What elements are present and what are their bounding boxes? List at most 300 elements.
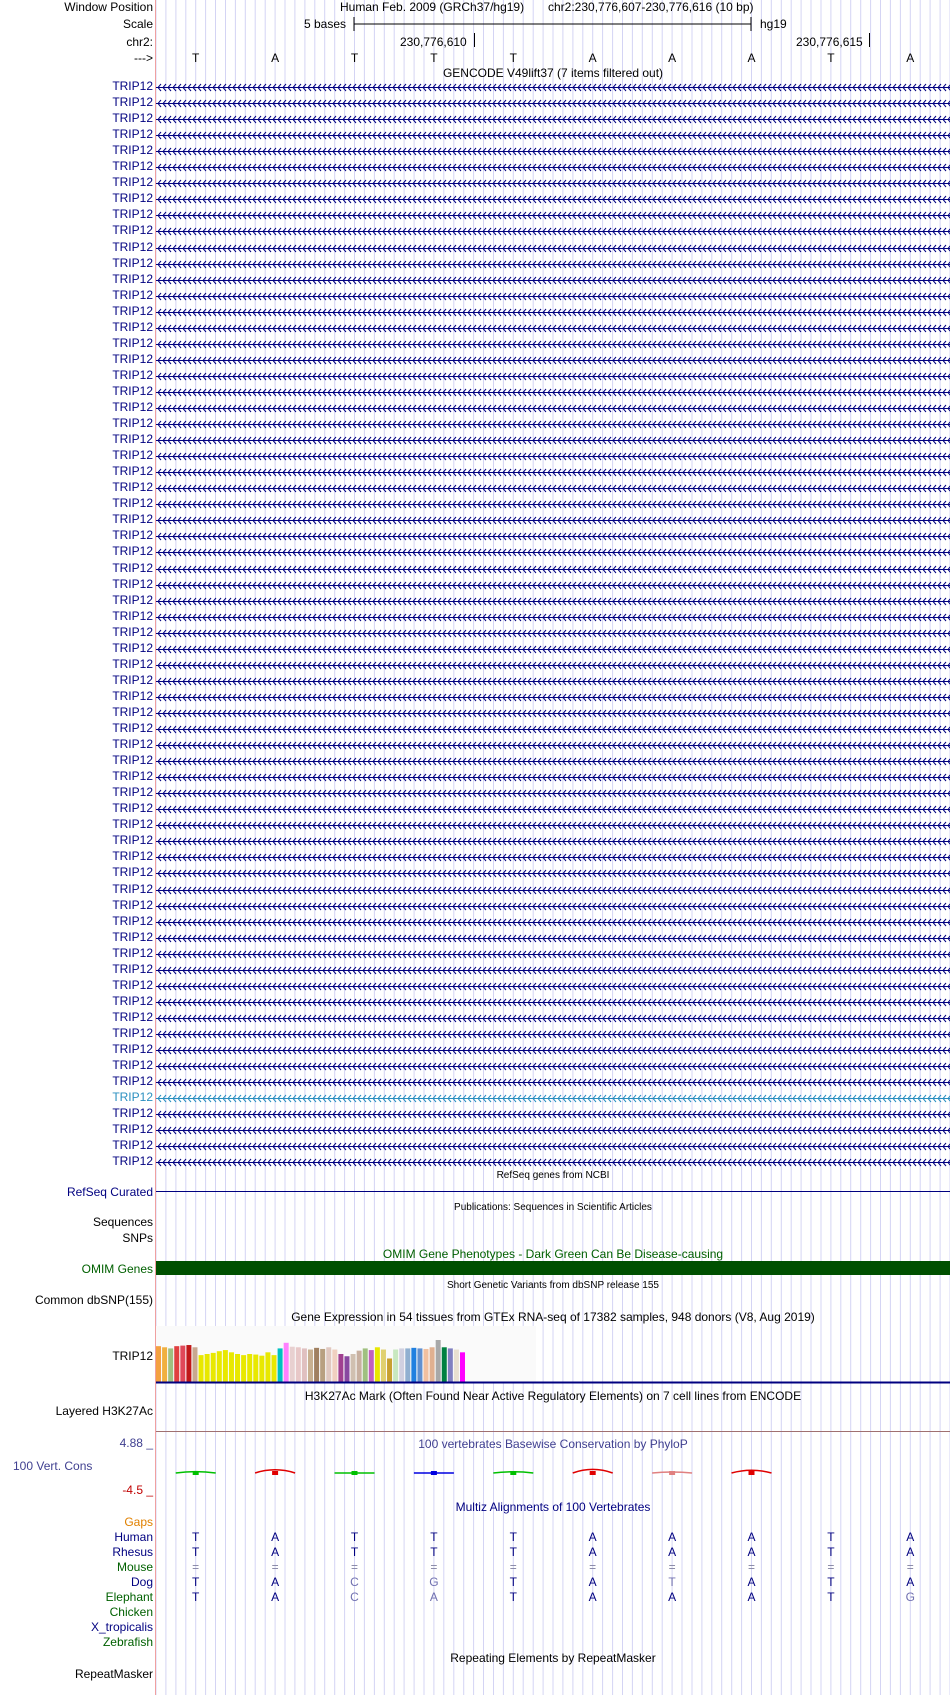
gtex-tissue-bar — [442, 1347, 447, 1382]
scale-label: Scale — [122, 17, 153, 31]
gencode-transcript-label[interactable]: TRIP12 — [112, 624, 153, 639]
gencode-transcript-line[interactable] — [156, 645, 950, 654]
phylop-track-title: 100 vertebrates Basewise Conservation by PhyloP — [418, 1437, 688, 1451]
gencode-transcript-label[interactable]: TRIP12 — [112, 223, 153, 238]
phylop-label[interactable]: 100 Vert. Cons — [13, 1459, 93, 1473]
gtex-tissue-bar — [186, 1345, 191, 1382]
multiz-track-title: Multiz Alignments of 100 Vertebrates — [455, 1500, 651, 1514]
gtex-tissue-bar — [369, 1350, 374, 1382]
gencode-transcript-line[interactable] — [156, 869, 950, 878]
gtex-tissue-bar — [284, 1343, 289, 1382]
gencode-transcript-line[interactable] — [156, 83, 950, 92]
gencode-transcript-label[interactable]: TRIP12 — [112, 576, 153, 591]
gtex-tissue-bar — [199, 1355, 204, 1382]
multiz-base: = — [589, 1560, 597, 1574]
gencode-transcript-line[interactable] — [156, 1158, 950, 1167]
sequences-label[interactable]: Sequences — [92, 1215, 153, 1229]
gencode-transcript-label[interactable]: TRIP12 — [112, 448, 153, 463]
gencode-transcript-line[interactable] — [156, 195, 950, 204]
gencode-transcript-line[interactable] — [156, 741, 950, 750]
chrom-label: chr2: — [126, 35, 153, 49]
gtex-tissue-bar — [265, 1352, 270, 1382]
gencode-transcript-line[interactable] — [156, 308, 950, 317]
sequence-base: T — [827, 51, 835, 65]
multiz-base: A — [429, 1590, 438, 1604]
gencode-transcript-label[interactable]: TRIP12 — [112, 1090, 153, 1105]
multiz-base: A — [906, 1530, 915, 1544]
gencode-transcript-label[interactable]: TRIP12 — [112, 383, 153, 398]
multiz-base: = — [271, 1560, 279, 1574]
multiz-species-label[interactable]: X_tropicalis — [90, 1620, 153, 1634]
gencode-transcript-label[interactable]: TRIP12 — [112, 1058, 153, 1073]
multiz-base: T — [827, 1545, 835, 1559]
gencode-transcript-label[interactable]: TRIP12 — [112, 400, 153, 414]
gencode-transcript-line[interactable] — [156, 179, 950, 188]
gencode-transcript-line[interactable] — [156, 227, 950, 236]
gencode-transcript-line[interactable] — [156, 356, 950, 365]
coord-tick-2 — [869, 33, 870, 47]
multiz-base: T — [430, 1530, 438, 1544]
multiz-base: A — [271, 1575, 280, 1589]
gencode-transcript-line[interactable] — [156, 757, 950, 766]
gtex-tissue-bar — [259, 1356, 264, 1382]
multiz-base: = — [747, 1560, 755, 1574]
gencode-transcript-label[interactable]: TRIP12 — [112, 833, 153, 848]
multiz-base: T — [350, 1530, 359, 1544]
phylop-chart[interactable] — [156, 1458, 950, 1488]
gtex-tissue-bar — [332, 1350, 337, 1382]
window-position-label: Window Position — [64, 0, 153, 14]
multiz-base: A — [588, 1590, 597, 1604]
gencode-transcript-line[interactable] — [156, 292, 950, 301]
gencode-transcript-label[interactable]: TRIP12 — [112, 961, 153, 976]
gencode-transcript-line[interactable] — [156, 404, 950, 413]
gencode-transcript-label[interactable]: TRIP12 — [112, 79, 153, 93]
gencode-transcript-line[interactable] — [156, 484, 950, 493]
gtex-tissue-bar — [424, 1349, 429, 1382]
gencode-transcript-line[interactable] — [156, 244, 950, 253]
multiz-base: = — [350, 1560, 358, 1574]
gtex-tissue-bar — [247, 1354, 252, 1382]
scale-bar — [352, 16, 752, 32]
gtex-tissue-bar — [296, 1347, 301, 1382]
multiz-base: T — [827, 1590, 835, 1604]
multiz-base: T — [430, 1545, 438, 1559]
gencode-transcript-line[interactable] — [156, 436, 950, 445]
gencode-transcript-label[interactable]: TRIP12 — [112, 143, 153, 158]
gencode-transcript-line[interactable] — [156, 934, 950, 943]
gencode-transcript-label[interactable]: TRIP12 — [112, 432, 153, 447]
sequence-base: A — [271, 51, 280, 65]
gencode-transcript-label[interactable]: TRIP12 — [112, 271, 153, 286]
gtex-tissue-bar — [278, 1348, 283, 1382]
gencode-transcript-label[interactable]: TRIP12 — [112, 287, 153, 302]
gencode-transcript-line[interactable] — [156, 147, 950, 156]
gtex-tissue-bar — [411, 1348, 416, 1382]
sequence-base: A — [906, 51, 915, 65]
multiz-base: A — [588, 1545, 597, 1559]
gencode-transcript-label[interactable]: TRIP12 — [112, 159, 153, 174]
gencode-transcript-line[interactable] — [156, 1126, 950, 1135]
gencode-transcript-label[interactable]: TRIP12 — [112, 640, 153, 655]
gencode-transcript-label[interactable]: TRIP12 — [112, 865, 153, 880]
sequence-base: A — [747, 51, 756, 65]
gencode-transcript-label[interactable]: TRIP12 — [112, 1025, 153, 1040]
gtex-tissue-bar — [393, 1350, 398, 1382]
gencode-transcript-line[interactable] — [156, 677, 950, 686]
gtex-tissue-bar — [314, 1348, 319, 1382]
gencode-transcript-line[interactable] — [156, 211, 950, 220]
gencode-transcript-label[interactable]: TRIP12 — [112, 929, 153, 944]
gencode-transcript-label[interactable]: TRIP12 — [112, 512, 153, 527]
h3k27ac-track-title: H3K27Ac Mark (Often Found Near Active Regulatory Elements) on 7 cell lines from ENCODE — [304, 1389, 802, 1403]
repeatmasker-label[interactable]: RepeatMasker — [74, 1667, 153, 1681]
multiz-base: T — [192, 1590, 200, 1604]
gencode-transcript-label[interactable]: TRIP12 — [112, 785, 153, 800]
gencode-transcript-line[interactable] — [156, 725, 950, 734]
phylop-point — [431, 1471, 437, 1475]
gencode-transcript-label[interactable]: TRIP12 — [112, 656, 153, 671]
gencode-transcript-line[interactable] — [156, 998, 950, 1007]
gtex-expression-chart[interactable] — [156, 1326, 950, 1386]
multiz-base: = — [192, 1560, 200, 1574]
multiz-base: = — [906, 1560, 914, 1574]
gencode-transcript-label[interactable]: TRIP12 — [112, 1122, 153, 1137]
multiz-species-label[interactable]: Zebrafish — [102, 1635, 153, 1649]
gencode-transcript-label[interactable]: TRIP12 — [112, 881, 153, 896]
phylop-point — [590, 1471, 596, 1475]
gencode-transcript-line[interactable] — [156, 388, 950, 397]
gtex-tissue-bar — [357, 1351, 362, 1382]
multiz-base: T — [192, 1530, 200, 1544]
sequence-base: T — [350, 51, 359, 65]
gtex-tissue-bar — [272, 1355, 277, 1382]
multiz-base: A — [747, 1545, 756, 1559]
multiz-base: T — [192, 1545, 200, 1559]
gencode-transcript-label[interactable]: TRIP12 — [112, 817, 153, 832]
assembly-text: Human Feb. 2009 (GRCh37/hg19) — [340, 0, 525, 14]
multiz-base: = — [827, 1560, 835, 1574]
coord-label-2: 230,776,615 — [796, 35, 863, 49]
gtex-tissue-bar — [162, 1347, 167, 1382]
multiz-base: A — [747, 1590, 756, 1604]
multiz-species-label[interactable]: Human — [114, 1530, 153, 1544]
gtex-tissue-bar — [448, 1348, 453, 1382]
gencode-transcript-line[interactable] — [156, 918, 950, 927]
gencode-transcript-line[interactable] — [156, 276, 950, 285]
gencode-transcript-label[interactable]: TRIP12 — [112, 769, 153, 784]
multiz-species-label[interactable]: Elephant — [105, 1590, 153, 1604]
gencode-transcript-line[interactable] — [156, 789, 950, 798]
gtex-tissue-bar — [405, 1348, 410, 1382]
gtex-tissue-bar — [229, 1352, 234, 1382]
gtex-tissue-bar — [156, 1346, 161, 1382]
gencode-track-title: GENCODE V49lift37 (7 items filtered out) — [442, 66, 664, 80]
gtex-tissue-bar — [302, 1348, 307, 1382]
sequence-base: A — [668, 51, 677, 65]
multiz-species-label[interactable]: Chicken — [109, 1605, 153, 1619]
gencode-transcript-line[interactable] — [156, 1094, 950, 1103]
gtex-track-title: Gene Expression in 54 tissues from GTEx RNA-seq of 17382 samples, 948 donors (V8, Aug 2019) — [291, 1310, 815, 1324]
multiz-base: T — [509, 1590, 517, 1604]
gtex-tissue-bar — [217, 1351, 222, 1382]
gencode-transcript-line[interactable] — [156, 613, 950, 622]
multiz-species-label[interactable]: Rhesus — [112, 1545, 153, 1559]
gencode-transcript-line[interactable] — [156, 372, 950, 381]
multiz-species-label[interactable]: Dog — [130, 1575, 153, 1589]
multiz-base: T — [827, 1530, 835, 1544]
multiz-base: = — [430, 1560, 438, 1574]
gtex-tissue-bar — [308, 1350, 313, 1382]
gencode-transcript-line[interactable] — [156, 581, 950, 590]
gencode-transcript-label[interactable]: TRIP12 — [112, 849, 153, 864]
gtex-tissue-bar — [399, 1348, 404, 1382]
multiz-base: A — [906, 1575, 915, 1589]
gtex-tissue-bar — [174, 1346, 179, 1382]
gencode-transcript-line[interactable] — [156, 324, 950, 333]
gencode-transcript-label[interactable]: TRIP12 — [112, 608, 153, 623]
gencode-transcript-line[interactable] — [156, 532, 950, 541]
gencode-transcript-line[interactable] — [156, 1110, 950, 1119]
multiz-base: T — [192, 1575, 200, 1589]
phylop-point — [272, 1471, 278, 1475]
multiz-base: A — [747, 1575, 756, 1589]
gencode-transcript-line[interactable] — [156, 805, 950, 814]
gencode-transcript-label[interactable]: TRIP12 — [112, 303, 153, 318]
gtex-tissue-bar — [223, 1350, 228, 1382]
gtex-tissue-bar — [205, 1354, 210, 1382]
multiz-base: = — [509, 1560, 517, 1574]
gtex-tissue-bar — [180, 1346, 185, 1382]
refseq-gene-line[interactable] — [156, 1191, 950, 1192]
gencode-transcript-line[interactable] — [156, 950, 950, 959]
gencode-transcript-line[interactable] — [156, 1078, 950, 1087]
gencode-transcript-line[interactable] — [156, 773, 950, 782]
phylop-point — [510, 1471, 516, 1475]
gencode-transcript-label[interactable]: TRIP12 — [112, 592, 153, 607]
multiz-base: A — [668, 1590, 677, 1604]
multiz-base: T — [509, 1530, 517, 1544]
gencode-transcript-label[interactable]: TRIP12 — [112, 319, 153, 334]
multiz-species-label[interactable]: Mouse — [116, 1560, 153, 1574]
gencode-transcript-label[interactable]: TRIP12 — [112, 1138, 153, 1153]
snps-label[interactable]: SNPs — [122, 1231, 153, 1245]
gencode-transcript-line[interactable] — [156, 1062, 950, 1071]
omim-genes-label[interactable]: OMIM Genes — [81, 1262, 153, 1276]
gencode-transcript-label[interactable]: TRIP12 — [112, 175, 153, 190]
multiz-base: T — [668, 1575, 676, 1589]
multiz-base: T — [350, 1545, 359, 1559]
sequence-base: T — [192, 51, 200, 65]
gencode-transcript-label[interactable]: TRIP12 — [112, 367, 153, 382]
scale-bases-text: 5 bases — [304, 17, 347, 31]
gtex-tissue-bar — [387, 1358, 392, 1382]
gencode-transcript-label[interactable]: TRIP12 — [112, 704, 153, 719]
gencode-transcript-line[interactable] — [156, 548, 950, 557]
gaps-label[interactable]: Gaps — [124, 1515, 153, 1529]
gencode-transcript-line[interactable] — [156, 837, 950, 846]
multiz-base: A — [271, 1530, 280, 1544]
multiz-base: T — [827, 1575, 835, 1589]
gencode-transcript-label[interactable]: TRIP12 — [112, 977, 153, 992]
gencode-transcript-label[interactable]: TRIP12 — [112, 239, 153, 254]
gencode-transcript-label[interactable]: TRIP12 — [112, 688, 153, 703]
multiz-base: A — [588, 1530, 597, 1544]
multiz-base: T — [509, 1575, 517, 1589]
gencode-transcript-label[interactable]: TRIP12 — [112, 993, 153, 1008]
gtex-tissue-bar — [363, 1348, 368, 1382]
gencode-transcript-label[interactable]: TRIP12 — [112, 913, 153, 928]
repeatmasker-track-title: Repeating Elements by RepeatMasker — [450, 1651, 656, 1665]
gencode-transcript-line[interactable] — [156, 853, 950, 862]
gencode-transcript-label[interactable]: TRIP12 — [112, 897, 153, 912]
gtex-tissue-bar — [351, 1354, 356, 1382]
multiz-base: A — [668, 1545, 677, 1559]
gtex-tissue-bar — [344, 1356, 349, 1382]
multiz-base: G — [905, 1590, 915, 1604]
gencode-transcript-label[interactable]: TRIP12 — [112, 1042, 153, 1056]
gencode-transcript-label[interactable]: TRIP12 — [112, 560, 153, 575]
gencode-transcript-label[interactable]: TRIP12 — [112, 480, 153, 495]
gencode-transcript-line[interactable] — [156, 966, 950, 975]
phylop-ymin-label: -4.5 _ — [122, 1483, 153, 1497]
dbsnp-track-title: Short Genetic Variants from dbSNP release 155 — [447, 1280, 659, 1291]
gtex-tissue-bar — [290, 1347, 295, 1382]
h3k27ac-label[interactable]: Layered H3K27Ac — [55, 1404, 153, 1418]
gencode-transcript-line[interactable] — [156, 468, 950, 477]
gtex-tissue-bar — [381, 1350, 386, 1382]
gencode-transcript-line[interactable] — [156, 452, 950, 461]
gencode-transcript-line[interactable] — [156, 821, 950, 830]
phylop-point — [352, 1471, 358, 1475]
gencode-transcript-line[interactable] — [156, 340, 950, 349]
multiz-base: A — [271, 1590, 280, 1604]
gtex-tissue-bar — [326, 1347, 331, 1382]
gtex-tissue-bar — [460, 1352, 465, 1382]
gtex-tissue-bar — [454, 1350, 459, 1382]
phylop-ymax-label: 4.88 _ — [119, 1436, 153, 1450]
gtex-tissue-bar — [320, 1349, 325, 1382]
gencode-transcript-line[interactable] — [156, 131, 950, 140]
gtex-tissue-bar — [211, 1353, 216, 1382]
multiz-base: C — [350, 1575, 359, 1589]
omim-gene-bar[interactable] — [156, 1261, 950, 1275]
gencode-transcript-line[interactable] — [156, 886, 950, 895]
multiz-base: G — [429, 1575, 439, 1589]
phylop-point — [749, 1471, 755, 1475]
refseq-curated-label[interactable]: RefSeq Curated — [66, 1185, 153, 1199]
gencode-transcript-label[interactable]: TRIP12 — [112, 1074, 153, 1089]
gtex-tissue-bar — [192, 1347, 197, 1382]
gencode-transcript-label[interactable]: TRIP12 — [112, 416, 153, 431]
gencode-transcript-label[interactable]: TRIP12 — [112, 191, 153, 206]
dbsnp-label[interactable]: Common dbSNP(155) — [34, 1293, 153, 1307]
gencode-transcript-label[interactable]: TRIP12 — [112, 95, 153, 110]
omim-track-title: OMIM Gene Phenotypes - Dark Green Can Be Disease-causing — [382, 1247, 724, 1261]
gtex-tissue-bar — [338, 1354, 343, 1382]
gencode-transcript-label[interactable]: TRIP12 — [112, 127, 153, 142]
gtex-tissue-bar — [430, 1347, 435, 1382]
multiz-base: C — [350, 1590, 359, 1604]
gencode-transcript-line[interactable] — [156, 597, 950, 606]
gencode-transcript-label[interactable]: TRIP12 — [112, 672, 153, 687]
gencode-transcript-label[interactable]: TRIP12 — [112, 207, 153, 222]
gencode-transcript-line[interactable] — [156, 500, 950, 509]
multiz-base: A — [588, 1575, 597, 1589]
gencode-transcript-label[interactable]: TRIP12 — [112, 801, 153, 816]
gencode-transcript-line[interactable] — [156, 1142, 950, 1151]
position-text[interactable]: chr2:230,776,607-230,776,616 (10 bp) — [548, 0, 754, 14]
sequence-base: T — [509, 51, 517, 65]
multiz-base: A — [668, 1530, 677, 1544]
sequence-base: T — [430, 51, 438, 65]
gencode-transcript-label[interactable]: TRIP12 — [112, 544, 153, 559]
gencode-transcript-line[interactable] — [156, 163, 950, 172]
gencode-transcript-line[interactable] — [156, 661, 950, 670]
gencode-transcript-line[interactable] — [156, 115, 950, 124]
gencode-transcript-label[interactable]: TRIP12 — [112, 1009, 153, 1024]
multiz-base: = — [668, 1560, 676, 1574]
gtex-tissue-bar — [436, 1340, 441, 1382]
gencode-transcript-label[interactable]: TRIP12 — [112, 753, 153, 768]
gencode-transcript-label[interactable]: TRIP12 — [112, 351, 153, 366]
publications-track-title: Publications: Sequences in Scientific Articles — [454, 1202, 652, 1213]
gencode-transcript-line[interactable] — [156, 1014, 950, 1023]
gencode-transcript-label[interactable]: TRIP12 — [112, 1106, 153, 1121]
gtex-tissue-bar — [235, 1354, 240, 1382]
gencode-transcript-label[interactable]: TRIP12 — [112, 945, 153, 960]
gencode-transcript-line[interactable] — [156, 420, 950, 429]
refseq-track-title: RefSeq genes from NCBI — [496, 1170, 610, 1181]
gencode-transcript-line[interactable] — [156, 693, 950, 702]
coord-label-1: 230,776,610 — [400, 35, 467, 49]
gencode-transcript-label[interactable]: TRIP12 — [112, 1154, 153, 1169]
gencode-transcript-line[interactable] — [156, 1030, 950, 1039]
gtex-tissue-bar — [241, 1355, 246, 1382]
strand-label: ---> — [134, 51, 153, 65]
multiz-base: A — [271, 1545, 280, 1559]
gtex-tissue-bar — [417, 1348, 422, 1382]
sequence-base: A — [588, 51, 597, 65]
gencode-transcript-line[interactable] — [156, 260, 950, 269]
gtex-gene-label[interactable]: TRIP12 — [112, 1349, 153, 1363]
gencode-transcript-label[interactable]: TRIP12 — [112, 496, 153, 511]
gencode-transcript-label[interactable]: TRIP12 — [112, 528, 153, 543]
gencode-transcript-line[interactable] — [156, 565, 950, 574]
gtex-tissue-bar — [375, 1347, 380, 1382]
gencode-transcript-label[interactable]: TRIP12 — [112, 111, 153, 126]
gtex-tissue-bar — [168, 1348, 173, 1382]
coord-tick-1 — [474, 33, 475, 47]
gencode-transcript-label[interactable]: TRIP12 — [112, 737, 153, 752]
gencode-transcript-label[interactable]: TRIP12 — [112, 255, 153, 270]
gencode-transcript-line[interactable] — [156, 99, 950, 108]
multiz-base: A — [906, 1545, 915, 1559]
scale-db-text: hg19 — [760, 17, 787, 31]
gencode-transcript-line[interactable] — [156, 516, 950, 525]
gencode-transcript-line[interactable] — [156, 982, 950, 991]
gtex-tissue-bar — [253, 1355, 258, 1382]
gencode-transcript-label[interactable]: TRIP12 — [112, 335, 153, 350]
gencode-transcript-label[interactable]: TRIP12 — [112, 464, 153, 479]
h3k27ac-baseline — [156, 1431, 950, 1432]
gencode-transcript-line[interactable] — [156, 629, 950, 638]
gencode-transcript-line[interactable] — [156, 709, 950, 718]
gencode-transcript-label[interactable]: TRIP12 — [112, 721, 153, 735]
phylop-point — [193, 1471, 199, 1475]
gencode-transcript-line[interactable] — [156, 1046, 950, 1055]
gencode-transcript-line[interactable] — [156, 902, 950, 911]
